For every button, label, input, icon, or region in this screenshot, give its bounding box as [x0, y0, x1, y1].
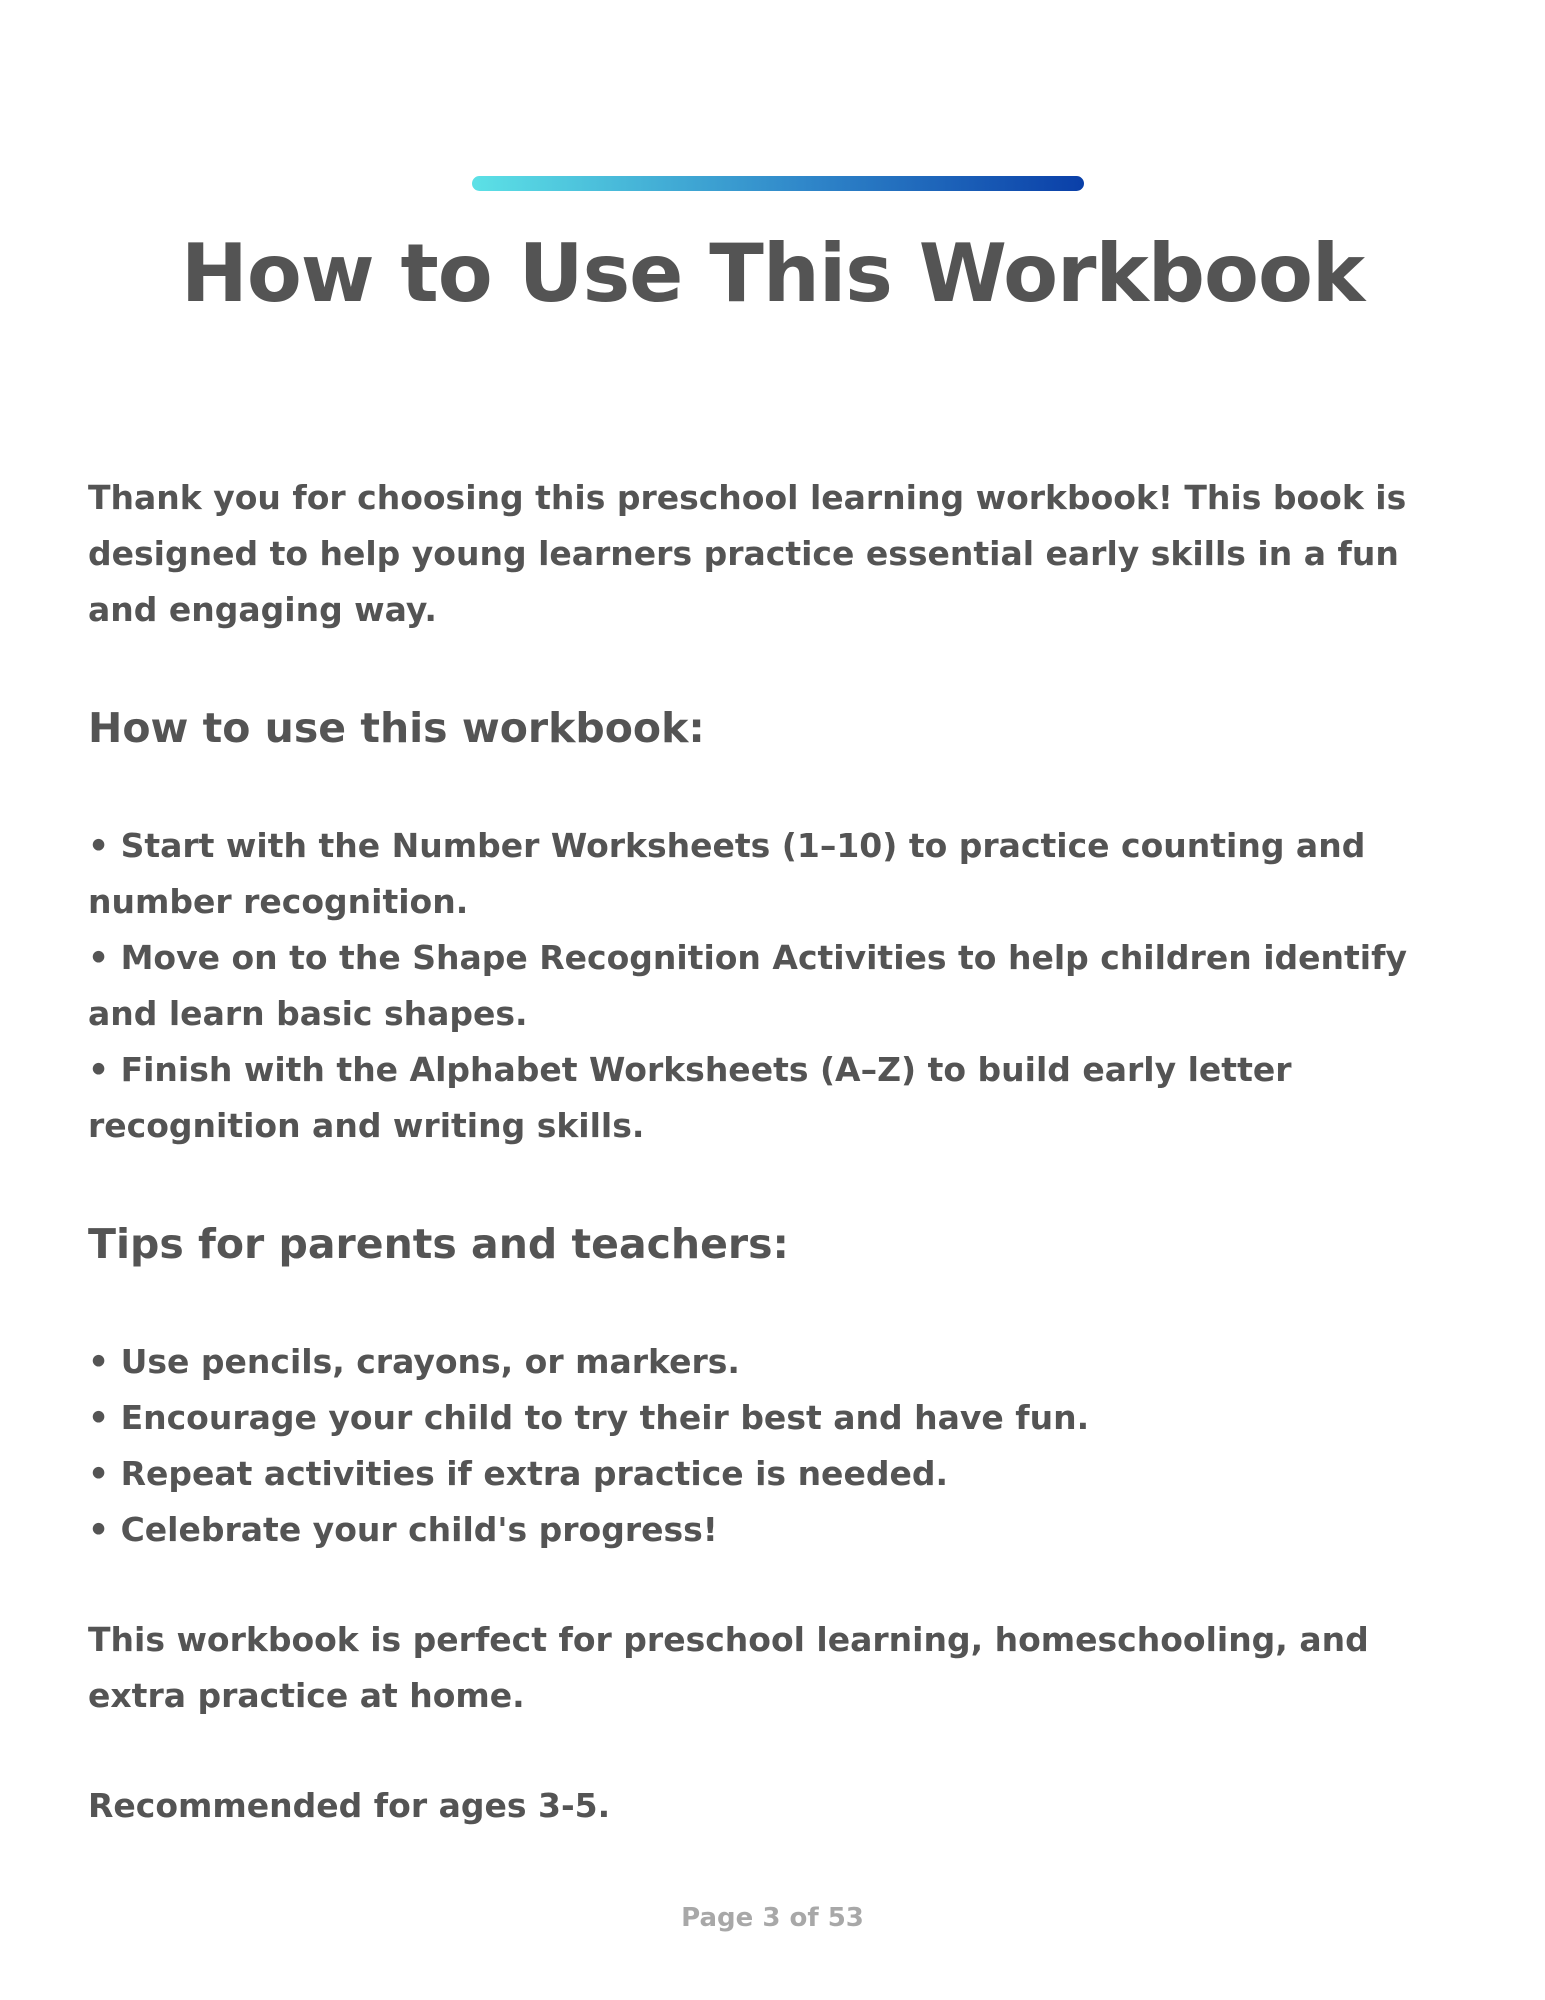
list-item: • Start with the Number Worksheets (1–10) to practice counting and number recognition. — [88, 826, 1366, 921]
list-item: • Encourage your child to try their best and have fun. — [88, 1398, 1090, 1437]
list-item: • Repeat activities if extra practice is needed. — [88, 1454, 948, 1493]
page-number: Page 3 of 53 — [681, 1903, 864, 1933]
how-to-use-list — [88, 818, 1468, 1154]
page-title: How to Use This Workbook — [180, 227, 1365, 320]
tips-list — [88, 1334, 1468, 1558]
tips-heading: Tips for parents and teachers: — [88, 1220, 789, 1268]
title-accent-bar — [472, 176, 1084, 191]
list-item: • Use pencils, crayons, or markers. — [88, 1342, 740, 1381]
workbook-content — [88, 470, 1468, 1834]
list-item: • Finish with the Alphabet Worksheets (A–Z) to build early letter recognition and writing skills. — [88, 1050, 1292, 1145]
list-item: • Celebrate your child's progress! — [88, 1510, 718, 1549]
how-to-use-heading: How to use this workbook: — [88, 704, 705, 752]
age-recommendation: Recommended for ages 3-5. — [88, 1786, 611, 1825]
closing-paragraph: This workbook is perfect for preschool learning, homeschooling, and extra practice at home. — [88, 1620, 1369, 1715]
intro-paragraph: Thank you for choosing this preschool learning workbook! This book is designed to help young learners practice essential early skills in a fun and engaging way. — [88, 478, 1407, 629]
list-item: • Move on to the Shape Recognition Activities to help children identify and learn basic shapes. — [88, 938, 1407, 1033]
